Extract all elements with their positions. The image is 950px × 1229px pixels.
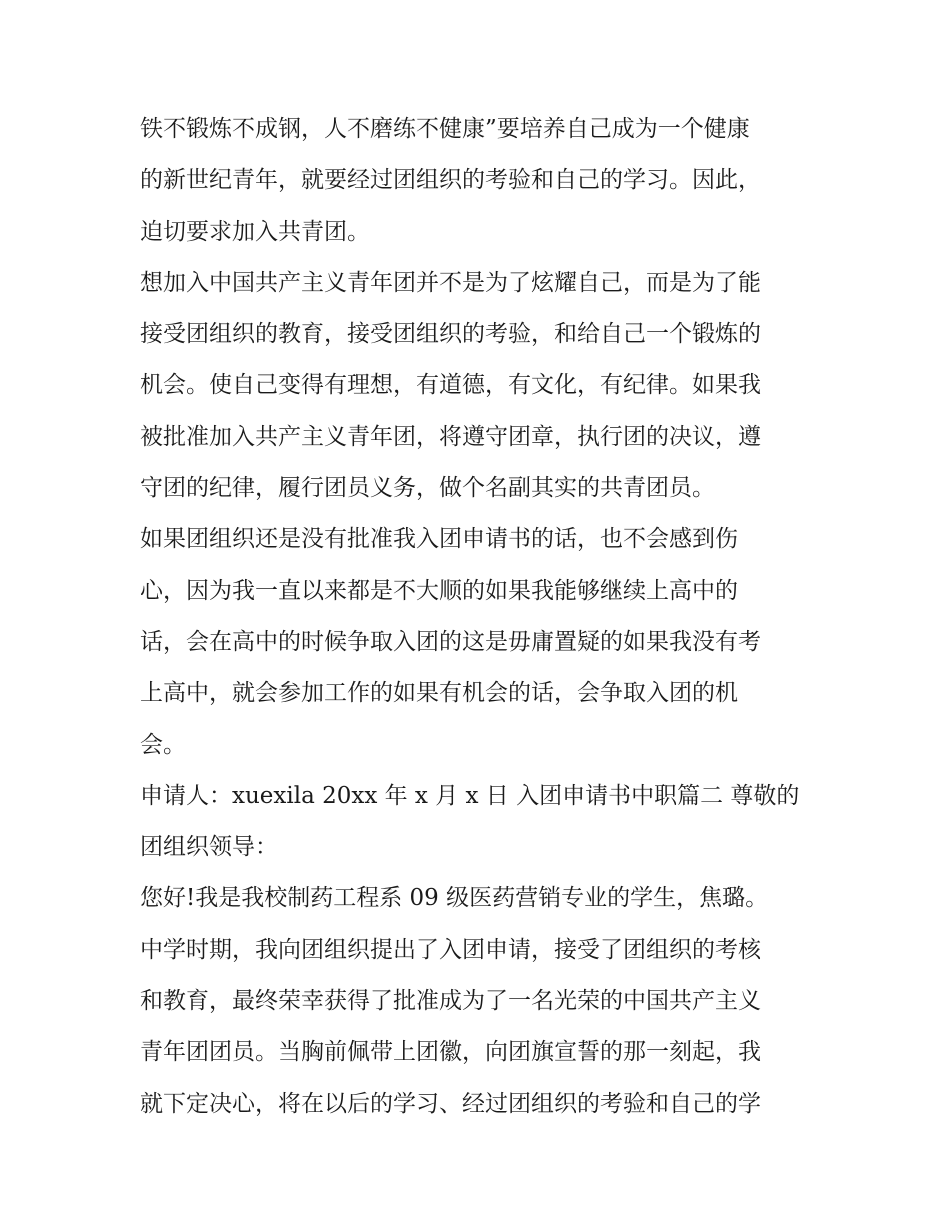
text-line: 申请人：xuexila 20xx 年 x 月 x 日 入团申请书中职篇二 尊敬的	[140, 782, 800, 809]
text-line: 会。	[140, 731, 186, 758]
text-line: 铁不锻炼不成钢，人不磨练不健康”要培养自己成为一个健康	[140, 116, 750, 142]
text-line: 心，因为我一直以来都是不大顺的如果我能够继续上高中的	[140, 577, 738, 604]
text-line: 机会。使自己变得有理想，有道德，有文化，有纪律。如果我	[140, 372, 761, 399]
text-line: 上高中，就会参加工作的如果有机会的话，会争取入团的机	[140, 680, 738, 707]
text-line: 如果团组织还是没有批准我入团申请书的话，也不会感到伤	[140, 526, 738, 553]
text-line: 团组织领导：	[140, 834, 278, 861]
text-line: 青年团团员。当胸前佩带上团徽，向团旗宣誓的那一刻起，我	[140, 1039, 761, 1066]
text-line: 话，会在高中的时候争取入团的这是毋庸置疑的如果我没有考	[140, 628, 761, 655]
document-body	[140, 109, 820, 1135]
text-line: 中学时期，我向团组织提出了入团申请，接受了团组织的考核	[140, 936, 761, 963]
text-line: 您好!我是我校制药工程系 09 级医药营销专业的学生，焦璐。	[140, 885, 769, 912]
text-line: 就下定决心，将在以后的学习、经过团组织的考验和自己的学	[140, 1090, 761, 1117]
text-line: 迫切要求加入共青团。	[140, 218, 370, 245]
text-line: 被批准加入共产主义青年团，将遵守团章，执行团的决议，遵	[140, 423, 761, 450]
text-line: 的新世纪青年，就要经过团组织的考验和自己的学习。因此，	[140, 167, 761, 194]
text-line: 想加入中国共产主义青年团并不是为了炫耀自己，而是为了能	[140, 269, 761, 296]
text-line: 守团的纪律，履行团员义务，做个名副其实的共青团员。	[140, 475, 715, 502]
text-line: 和教育，最终荣幸获得了批准成为了一名光荣的中国共产主义	[140, 988, 761, 1015]
text-line: 接受团组织的教育，接受团组织的考验，和给自己一个锻炼的	[140, 321, 761, 348]
